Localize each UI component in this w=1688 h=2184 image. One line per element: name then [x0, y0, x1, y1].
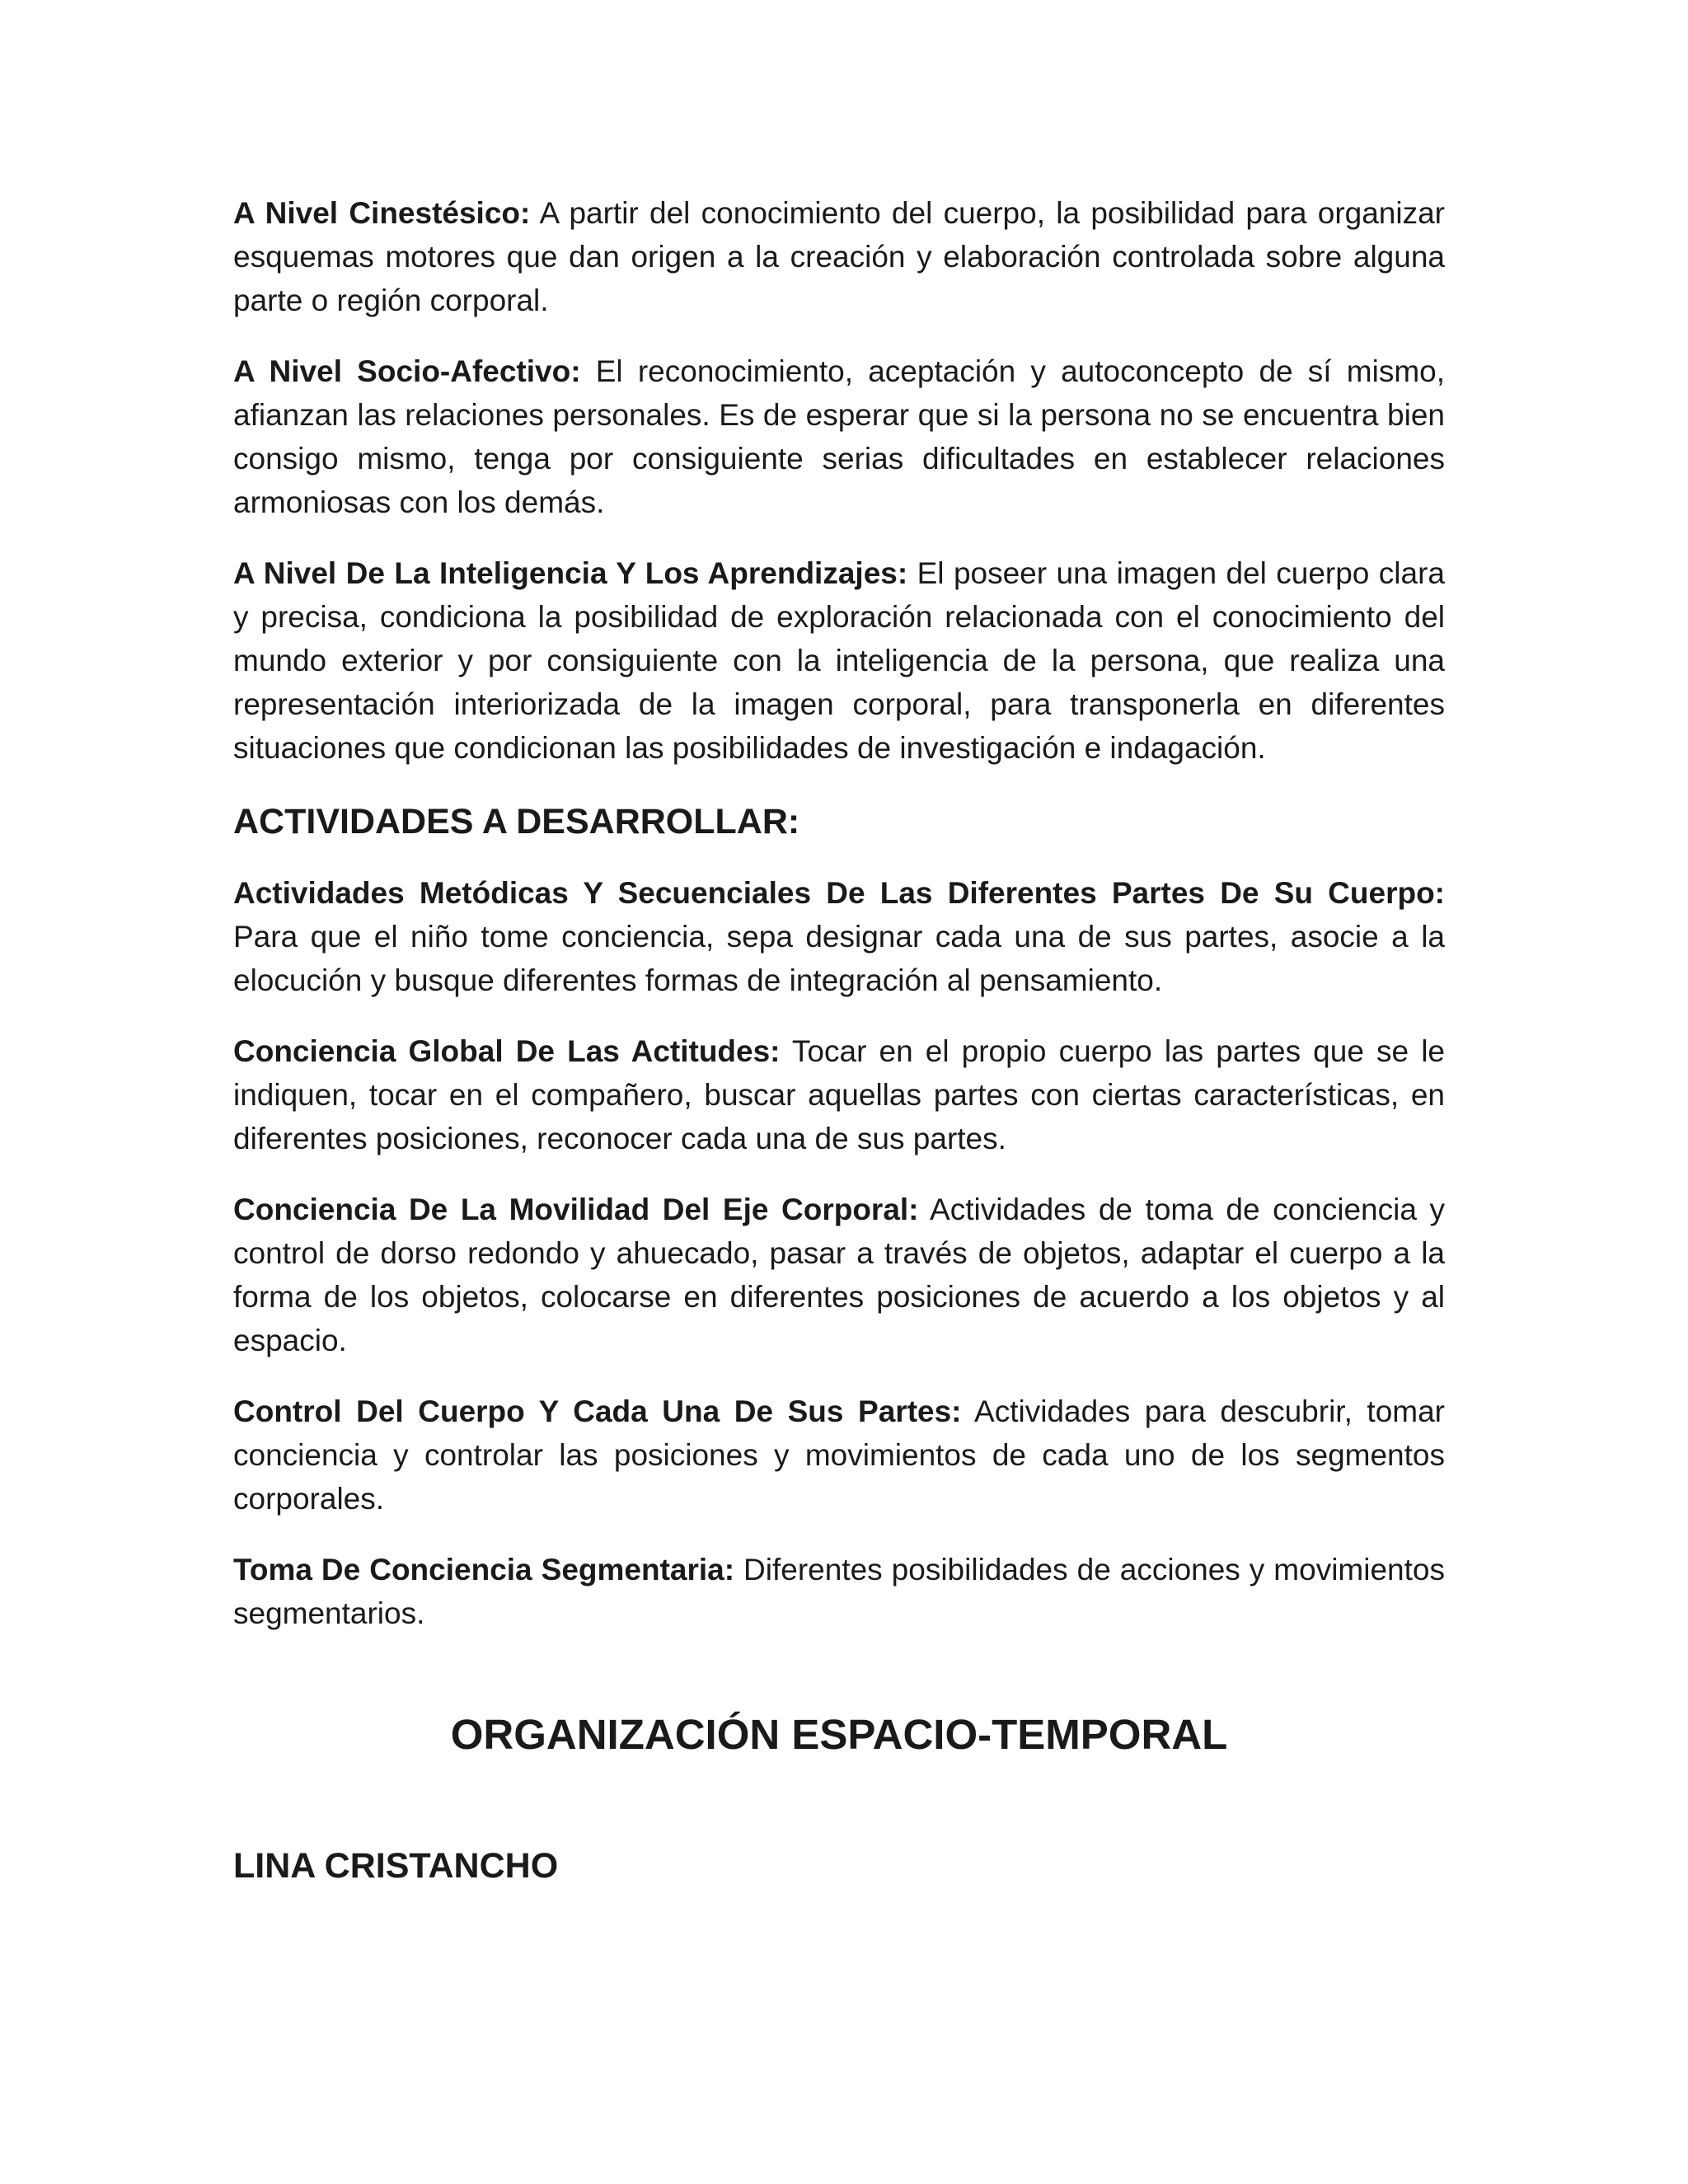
- activity-item-segmentaria: [233, 1548, 1445, 1635]
- section-title: ORGANIZACIÓN ESPACIO-TEMPORAL: [450, 1711, 1228, 1758]
- activity-text: Diferentes posibilidades de acciones y movimientos segmentarios.: [233, 1553, 1445, 1630]
- author-name: LINA CRISTANCHO: [233, 1846, 559, 1886]
- document-page: [233, 191, 1445, 1891]
- activity-term: Toma De Conciencia Segmentaria:: [233, 1553, 735, 1586]
- activity-text: Para que el niño tome conciencia, sepa designar cada una de sus partes, asocie a la elocución y busque diferentes formas de integración al pensamiento.: [233, 920, 1445, 997]
- activity-term: Actividades Metódicas Y Secuenciales De Las Diferentes Partes De Su Cuerpo:: [233, 876, 1445, 910]
- activity-term: Conciencia Global De Las Actitudes:: [233, 1034, 781, 1068]
- activity-term: Conciencia De La Movilidad Del Eje Corporal:: [233, 1193, 919, 1226]
- activities-heading: ACTIVIDADES A DESARROLLAR:: [233, 802, 800, 841]
- paragraph-term: A Nivel Cinestésico:: [233, 196, 531, 230]
- paragraph-cinestesico: [233, 191, 1445, 322]
- paragraph-text: A partir del conocimiento del cuerpo, la posibilidad para organizar esquemas motores que dan origen a la creación y elaboración controlada sobre alguna parte o región corporal.: [233, 196, 1445, 317]
- activity-item-conciencia-global: [233, 1029, 1445, 1160]
- activity-term: Control Del Cuerpo Y Cada Una De Sus Partes:: [233, 1394, 962, 1428]
- activity-text: Tocar en el propio cuerpo las partes que se le indiquen, tocar en el compañero, buscar aquellas partes con ciertas características, en diferentes posiciones, reconocer cada una de sus partes.: [233, 1034, 1445, 1155]
- activity-text: Actividades para descubrir, tomar conciencia y controlar las posiciones y movimientos de cada uno de los segmentos corporales.: [233, 1394, 1445, 1516]
- paragraph-inteligencia: [233, 551, 1445, 770]
- activity-item-eje-corporal: [233, 1188, 1445, 1362]
- paragraph-socio-afectivo: [233, 349, 1445, 524]
- paragraph-text: El reconocimiento, aceptación y autoconcepto de sí mismo, afianzan las relaciones personales. Es de esperar que si la persona no se encuentra bien consigo mismo, tenga por consiguiente serias dificultades en establecer relaciones armoniosas con los demás.: [233, 354, 1446, 519]
- activity-text: Actividades de toma de conciencia y control de dorso redondo y ahuecado, pasar a través de objetos, adaptar el cuerpo a la forma de los objetos, colocarse en diferentes posiciones de acuerdo a los objetos y al espacio.: [233, 1193, 1445, 1357]
- activity-item-metodicas: [233, 871, 1445, 1002]
- activity-item-control-cuerpo: [233, 1390, 1445, 1521]
- paragraph-text: El poseer una imagen del cuerpo clara y precisa, condiciona la posibilidad de exploración relacionada con el conocimiento del mundo exterior y por consiguiente con la inteligencia de la persona, que realiza una representación interiorizada de la imagen corporal, para transponerla en diferentes situaciones que condicionan las posibilidades de investigación e indagación.: [233, 556, 1446, 765]
- paragraph-term: A Nivel De La Inteligencia Y Los Aprendizajes:: [233, 556, 908, 590]
- paragraph-term: A Nivel Socio-Afectivo:: [233, 354, 581, 388]
